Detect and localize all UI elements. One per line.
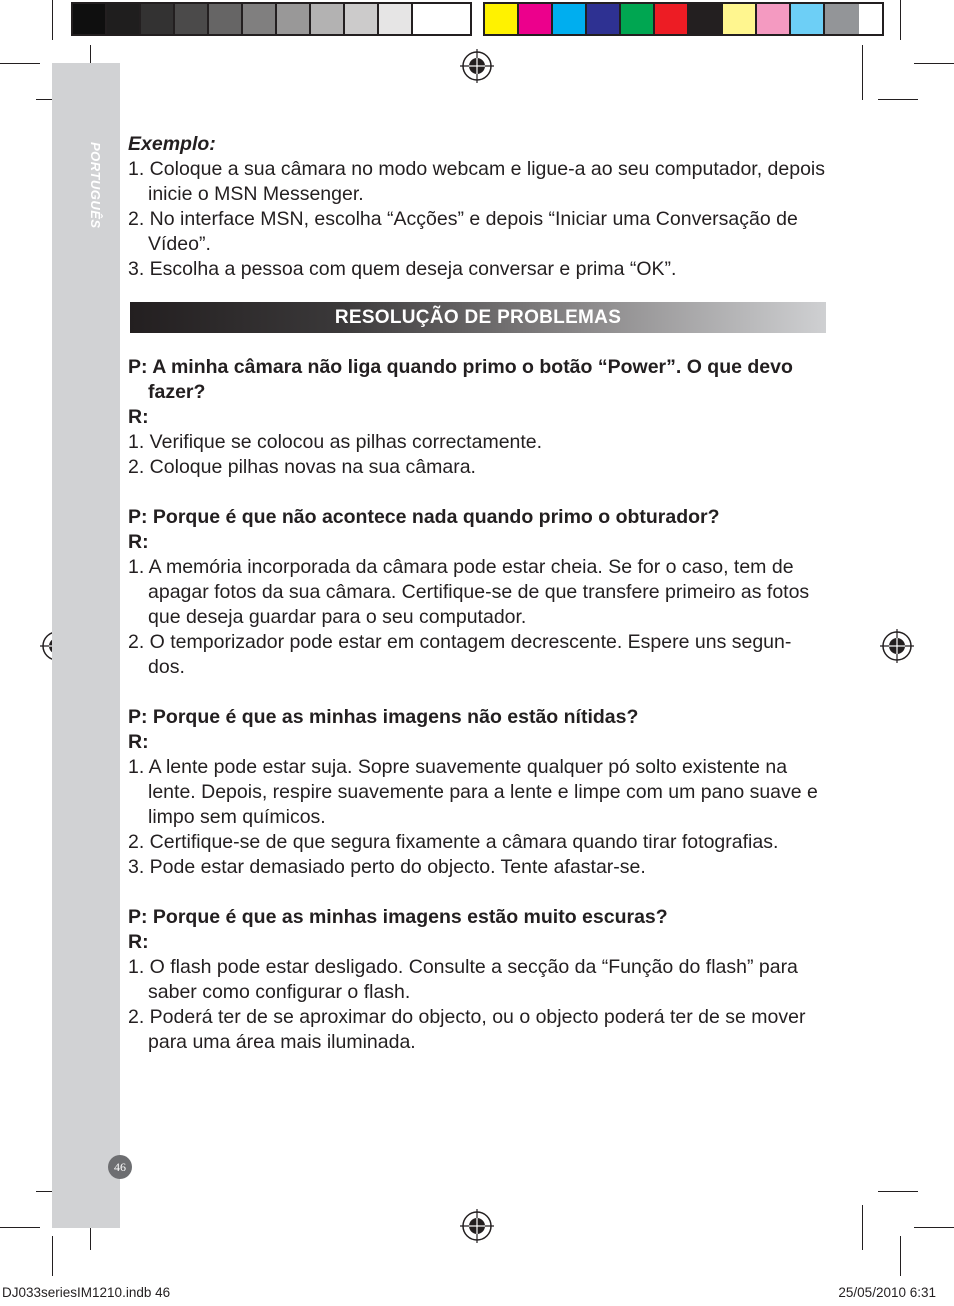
crop-mark (862, 45, 863, 100)
color-swatch (345, 4, 379, 34)
faq-question: P: Porque é que não acontece nada quando primo o obturador? (128, 506, 720, 528)
page-number: 46 (108, 1155, 132, 1179)
color-swatch (621, 4, 655, 34)
crop-mark (900, 0, 901, 40)
color-swatch (243, 4, 277, 34)
color-swatch (757, 4, 791, 34)
color-swatch (413, 4, 447, 34)
faq-answer: 2. Certifique-se de que segura fixamente a câmara quando tirar fotografias. (128, 831, 779, 853)
crop-mark (862, 1205, 863, 1250)
language-text: PORTUGUÊS (88, 142, 103, 229)
faq-answer-label: R: (128, 531, 149, 553)
faq-answer-label: R: (128, 731, 149, 753)
example-step: 3. Escolha a pessoa com quem deseja conversar e prima “OK”. (128, 258, 677, 280)
faq-answer: 2. Poderá ter de se aproximar do objecto, ou o objecto poderá ter de se mover para uma área mais iluminada. (128, 1006, 806, 1053)
color-swatch (689, 4, 723, 34)
footer-date: 25/05/2010 6:31 (838, 1285, 936, 1300)
crop-mark (878, 99, 918, 100)
footer-file-name: DJ033seriesIM1210.indb 46 (2, 1285, 171, 1300)
color-swatch (379, 4, 413, 34)
color-swatch (485, 4, 519, 34)
color-swatch (209, 4, 243, 34)
grayscale-color-bar (71, 2, 472, 36)
faq-answer: 1. O flash pode estar desligado. Consulte a secção da “Função do flash” para saber como configurar o flash. (128, 956, 798, 1003)
faq-answer: 1. A lente pode estar suja. Sopre suavemente qualquer pó solto existente na lente. Depois, respire suavemente para a lente e limpe com um pano suave e limpo sem químicos. (128, 756, 818, 828)
color-swatch (587, 4, 621, 34)
faq-answer-label: R: (128, 406, 149, 428)
faq-answer-label: R: (128, 931, 149, 953)
color-swatch (519, 4, 553, 34)
example-title: Exemplo: (128, 133, 216, 155)
crop-mark (52, 1236, 53, 1276)
color-swatch (655, 4, 689, 34)
faq-question: P: Porque é que as minhas imagens não estão nítidas? (128, 706, 639, 728)
crop-mark (900, 1236, 901, 1276)
faq-answer: 1. A memória incorporada da câmara pode estar cheia. Se for o caso, tem de apagar fotos da sua câmara. Certifique-se de que transfere primeiro as fotos que deseja guardar para o seu computador. (128, 556, 810, 628)
color-swatch (73, 4, 107, 34)
registration-mark-icon (880, 629, 914, 663)
color-swatch (311, 4, 345, 34)
sidebar-language-label (86, 142, 106, 272)
section-title: RESOLUÇÃO DE PROBLEMAS (334, 307, 622, 328)
process-color-bar (483, 2, 884, 36)
color-swatch (277, 4, 311, 34)
faq-answer: 3. Pode estar demasiado perto do objecto. Tente afastar-se. (128, 856, 646, 878)
section-header (130, 302, 826, 333)
color-swatch (175, 4, 209, 34)
color-swatch (791, 4, 825, 34)
example-step: 2. No interface MSN, escolha “Acções” e depois “Iniciar uma Conversação de Vídeo”. (128, 208, 798, 255)
registration-mark-icon (460, 1209, 494, 1243)
crop-mark (914, 1227, 954, 1228)
color-swatch (825, 4, 859, 34)
page-content (128, 132, 828, 1055)
faq-question: P: Porque é que as minhas imagens estão muito escuras? (128, 906, 668, 928)
example-step: 1. Coloque a sua câmara no modo webcam e ligue-a ao seu computador, depois inicie o MSN Messenger. (128, 158, 826, 205)
crop-mark (0, 63, 40, 64)
color-swatch (553, 4, 587, 34)
crop-mark (878, 1191, 918, 1192)
faq-answer: 1. Verifique se colocou as pilhas correctamente. (128, 431, 543, 453)
crop-mark (0, 1227, 40, 1228)
color-swatch (723, 4, 757, 34)
faq-question: P: A minha câmara não liga quando primo o botão “Power”. O que devo fazer? (128, 356, 793, 403)
color-swatch (141, 4, 175, 34)
faq-answer: 2. Coloque pilhas novas na sua câmara. (128, 456, 476, 478)
faq-answer: 2. O temporizador pode estar em contagem decrescente. Espere uns segun-dos. (128, 631, 792, 678)
crop-mark (52, 0, 53, 40)
crop-mark (914, 63, 954, 64)
color-swatch (107, 4, 141, 34)
registration-mark-icon (460, 49, 494, 83)
